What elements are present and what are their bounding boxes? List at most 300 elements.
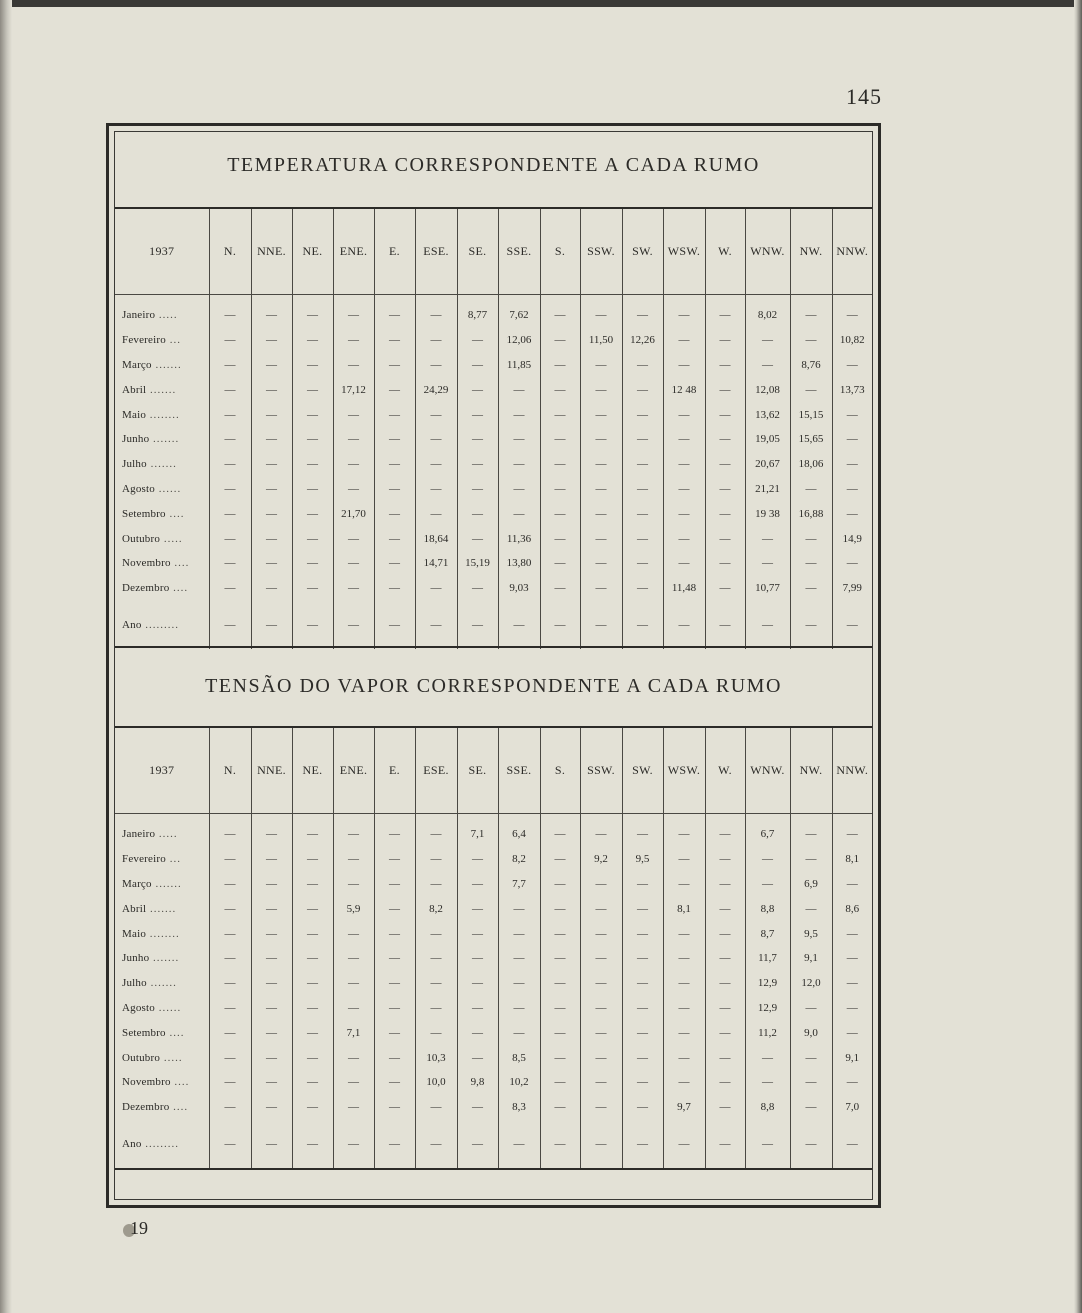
leader-dots: ....... [146, 383, 177, 396]
value-cell: — [622, 1045, 663, 1070]
value-cell: — [333, 601, 374, 649]
page-edge-shadow [1074, 0, 1082, 1313]
value-cell: — [374, 1070, 415, 1095]
value-cell: — [705, 576, 745, 601]
direction-header: WNW. [745, 209, 790, 295]
value-cell: — [209, 452, 251, 477]
value-cell: 8,5 [498, 1045, 540, 1070]
leader-dots: .... [169, 582, 189, 595]
value-cell: 18,64 [415, 526, 457, 551]
value-cell: — [622, 477, 663, 502]
spacer-cell [622, 814, 663, 823]
leader-dots: ......... [141, 1137, 180, 1150]
value-cell: — [374, 427, 415, 452]
value-cell: — [251, 1120, 292, 1168]
month-label: Outubro [122, 532, 161, 545]
table-frame-inner [114, 131, 873, 1200]
value-cell: 15,19 [457, 551, 498, 576]
spacer-cell [333, 295, 374, 304]
value-cell: 8,2 [498, 847, 540, 872]
value-cell: — [663, 452, 705, 477]
value-cell: 8,2 [415, 896, 457, 921]
table-row [115, 1095, 872, 1120]
value-cell: — [663, 328, 705, 353]
value-cell: — [292, 946, 333, 971]
month-cell [115, 303, 209, 328]
month-label: Junho [122, 433, 150, 446]
value-cell: — [374, 896, 415, 921]
value-cell: 11,50 [580, 328, 622, 353]
direction-header: WSW. [663, 728, 705, 814]
value-cell: 7,1 [333, 1020, 374, 1045]
value-cell: — [705, 526, 745, 551]
value-cell: — [663, 601, 705, 649]
month-label: Junho [122, 952, 150, 965]
value-cell: — [580, 377, 622, 402]
value-cell: — [333, 576, 374, 601]
value-cell: — [540, 402, 580, 427]
value-cell: — [374, 971, 415, 996]
value-cell: — [209, 303, 251, 328]
month-label: Março [122, 877, 152, 890]
value-cell: — [580, 996, 622, 1021]
value-cell: — [498, 921, 540, 946]
spacer-cell [457, 814, 498, 823]
value-cell: — [745, 601, 790, 649]
value-cell: — [663, 822, 705, 847]
value-cell: — [745, 1045, 790, 1070]
value-cell: — [498, 477, 540, 502]
month-cell [115, 921, 209, 946]
value-cell: — [209, 921, 251, 946]
value-cell: — [622, 1070, 663, 1095]
value-cell: 12,26 [622, 328, 663, 353]
value-cell: 12,08 [745, 377, 790, 402]
value-cell: — [540, 303, 580, 328]
month-cell [115, 1020, 209, 1045]
value-cell: 6,4 [498, 822, 540, 847]
value-cell: — [663, 872, 705, 897]
value-cell: — [846, 1001, 858, 1014]
table-row [115, 1120, 872, 1168]
spacer-cell [580, 295, 622, 304]
month-cell [115, 353, 209, 378]
direction-header: NNE. [251, 728, 292, 814]
value-cell: — [333, 477, 374, 502]
spacer-cell [663, 814, 705, 823]
value-cell: — [745, 1070, 790, 1095]
value-cell: 5,9 [333, 896, 374, 921]
value-cell: — [705, 551, 745, 576]
value-cell: — [705, 847, 745, 872]
month-label: Abril [122, 383, 147, 396]
month-label: Ano [122, 618, 142, 631]
bottom-rule [115, 1168, 872, 1170]
direction-header: NNW. [832, 209, 872, 295]
month-cell [115, 377, 209, 402]
table-row [115, 601, 872, 649]
value-cell: 12,06 [498, 328, 540, 353]
value-cell: — [705, 328, 745, 353]
direction-header: ENE. [333, 209, 374, 295]
value-cell: — [663, 353, 705, 378]
value-cell: — [846, 1076, 858, 1089]
value-cell: — [580, 303, 622, 328]
value-cell: 9,2 [580, 847, 622, 872]
spacer-cell [209, 814, 251, 823]
value-cell: — [498, 501, 540, 526]
value-cell: — [457, 402, 498, 427]
value-cell: 8,6 [845, 902, 860, 915]
value-cell: — [374, 576, 415, 601]
value-cell: — [333, 921, 374, 946]
value-cell: — [790, 822, 832, 847]
value-cell: — [663, 946, 705, 971]
value-cell: — [292, 576, 333, 601]
value-cell: — [251, 1045, 292, 1070]
value-cell: — [540, 377, 580, 402]
value-cell: — [663, 1020, 705, 1045]
direction-header: S. [540, 728, 580, 814]
value-cell: — [540, 896, 580, 921]
month-cell [115, 328, 209, 353]
value-cell: — [622, 353, 663, 378]
value-cell: — [705, 971, 745, 996]
spacer-cell [790, 295, 832, 304]
value-cell: — [415, 501, 457, 526]
value-cell: — [705, 501, 745, 526]
month-label: Abril [122, 902, 147, 915]
value-cell: — [540, 996, 580, 1021]
value-cell: — [251, 921, 292, 946]
value-cell: — [415, 477, 457, 502]
value-cell: — [209, 501, 251, 526]
month-cell [115, 946, 209, 971]
direction-header: NW. [790, 728, 832, 814]
spacer-cell [415, 295, 457, 304]
leader-dots: ....... [146, 902, 177, 915]
direction-header: SW. [622, 728, 663, 814]
value-cell: — [745, 847, 790, 872]
value-cell: — [457, 353, 498, 378]
leader-dots: ..... [155, 309, 178, 322]
month-cell [115, 872, 209, 897]
month-label: Fevereiro [122, 334, 166, 347]
value-cell: — [292, 847, 333, 872]
value-cell: — [457, 576, 498, 601]
direction-header: S. [540, 209, 580, 295]
spacer-cell [251, 814, 292, 823]
value-cell: — [333, 427, 374, 452]
value-cell: — [251, 1095, 292, 1120]
value-cell: 8,77 [457, 303, 498, 328]
direction-header: NE. [292, 728, 333, 814]
value-cell: — [251, 576, 292, 601]
value-cell: — [846, 507, 858, 520]
table-row [115, 377, 872, 402]
value-cell: — [705, 921, 745, 946]
spacer-cell [622, 295, 663, 304]
value-cell: — [663, 303, 705, 328]
section-divider [115, 646, 872, 648]
value-cell: 12,0 [790, 971, 832, 996]
value-cell: — [580, 946, 622, 971]
month-cell [115, 971, 209, 996]
table-frame [106, 123, 881, 1208]
value-cell: — [540, 452, 580, 477]
value-cell: 21,21 [745, 477, 790, 502]
leader-dots: ..... [160, 1051, 183, 1064]
value-cell: — [415, 427, 457, 452]
value-cell: — [209, 822, 251, 847]
value-cell: — [705, 872, 745, 897]
value-cell: 8,1 [663, 896, 705, 921]
value-cell: — [745, 872, 790, 897]
table-row [115, 872, 872, 897]
leader-dots: ... [165, 853, 181, 866]
value-cell: — [457, 996, 498, 1021]
value-cell: — [846, 828, 858, 841]
value-cell: — [333, 402, 374, 427]
value-cell: 7,62 [498, 303, 540, 328]
value-cell: — [622, 501, 663, 526]
value-cell: — [540, 501, 580, 526]
value-cell: — [457, 921, 498, 946]
value-cell: — [292, 1020, 333, 1045]
value-cell: — [580, 353, 622, 378]
table-row [115, 452, 872, 477]
value-cell: — [580, 872, 622, 897]
value-cell: 9,03 [498, 576, 540, 601]
month-label: Agosto [122, 482, 155, 495]
value-cell: — [498, 946, 540, 971]
signature-mark: 19 [130, 1218, 148, 1238]
value-cell: — [790, 526, 832, 551]
month-label: Fevereiro [122, 853, 166, 866]
value-cell: — [580, 1020, 622, 1045]
month-label: Julho [122, 458, 147, 471]
temperature-table-title: TEMPERATURA CORRESPONDENTE A CADA RUMO [227, 154, 760, 176]
value-cell: — [292, 1045, 333, 1070]
value-cell: — [580, 601, 622, 649]
month-label: Dezembro [122, 1101, 170, 1114]
value-cell: — [209, 847, 251, 872]
value-cell: — [457, 896, 498, 921]
spacer-cell [115, 295, 209, 304]
value-cell: — [622, 996, 663, 1021]
value-cell: — [580, 427, 622, 452]
value-cell: — [415, 353, 457, 378]
value-cell: — [580, 1120, 622, 1168]
month-label: Janeiro [122, 828, 156, 841]
table-row [115, 551, 872, 576]
value-cell: 6,7 [745, 822, 790, 847]
value-cell: — [415, 971, 457, 996]
value-cell: 10,3 [415, 1045, 457, 1070]
value-cell: — [705, 1045, 745, 1070]
table-row [115, 1045, 872, 1070]
value-cell: — [209, 971, 251, 996]
value-cell: — [333, 822, 374, 847]
value-cell: — [292, 896, 333, 921]
value-cell: — [457, 501, 498, 526]
month-label: Janeiro [122, 309, 156, 322]
value-cell: — [790, 328, 832, 353]
value-cell: — [374, 1120, 415, 1168]
value-cell: — [415, 996, 457, 1021]
value-cell: — [292, 1070, 333, 1095]
value-cell: — [457, 601, 498, 649]
leader-dots: ........ [146, 408, 180, 421]
value-cell: — [540, 576, 580, 601]
month-cell [115, 996, 209, 1021]
value-cell: — [209, 477, 251, 502]
value-cell: 12,9 [745, 971, 790, 996]
value-cell: — [540, 427, 580, 452]
value-cell: 10,77 [745, 576, 790, 601]
value-cell: — [846, 433, 858, 446]
value-cell: — [498, 452, 540, 477]
value-cell: — [415, 452, 457, 477]
table-row [115, 353, 872, 378]
value-cell: — [846, 557, 858, 570]
value-cell: — [622, 1120, 663, 1168]
direction-header: NNE. [251, 209, 292, 295]
value-cell: 13,80 [498, 551, 540, 576]
table-row [115, 1020, 872, 1045]
value-cell: — [209, 1045, 251, 1070]
value-cell: — [622, 576, 663, 601]
value-cell: — [663, 996, 705, 1021]
table-row [115, 971, 872, 996]
value-cell: — [292, 328, 333, 353]
spacer-cell [790, 814, 832, 823]
value-cell: — [209, 872, 251, 897]
value-cell: — [663, 477, 705, 502]
value-cell: 17,12 [333, 377, 374, 402]
leader-dots: ......... [141, 618, 180, 631]
value-cell: 9,8 [457, 1070, 498, 1095]
value-cell: — [622, 551, 663, 576]
table-row [115, 526, 872, 551]
month-cell [115, 402, 209, 427]
month-cell [115, 576, 209, 601]
value-cell: — [540, 1070, 580, 1095]
month-cell [115, 477, 209, 502]
value-cell: — [333, 303, 374, 328]
spacer-cell [115, 814, 209, 823]
value-cell: — [540, 971, 580, 996]
value-cell: — [498, 377, 540, 402]
value-cell: — [705, 601, 745, 649]
spacer-cell [832, 814, 872, 823]
value-cell: 7,99 [842, 582, 862, 595]
value-cell: — [251, 377, 292, 402]
value-cell: — [209, 377, 251, 402]
year-header: 1937 [115, 209, 209, 295]
value-cell: — [663, 1045, 705, 1070]
value-cell: 10,2 [498, 1070, 540, 1095]
value-cell: — [790, 1070, 832, 1095]
table-row [115, 328, 872, 353]
spacer-cell [832, 295, 872, 304]
month-cell [115, 896, 209, 921]
direction-header: SSE. [498, 728, 540, 814]
direction-header: WSW. [663, 209, 705, 295]
header-row [115, 209, 872, 295]
value-cell: — [292, 601, 333, 649]
value-cell: — [790, 1045, 832, 1070]
value-cell: — [374, 477, 415, 502]
spacer-cell [663, 295, 705, 304]
value-cell: — [457, 1120, 498, 1168]
value-cell: — [374, 1045, 415, 1070]
table-row [115, 427, 872, 452]
leader-dots: ... [165, 334, 181, 347]
direction-header: NE. [292, 209, 333, 295]
value-cell: — [209, 996, 251, 1021]
month-cell [115, 526, 209, 551]
table-row [115, 946, 872, 971]
value-cell: — [374, 601, 415, 649]
value-cell: — [498, 1020, 540, 1045]
value-cell: — [580, 1045, 622, 1070]
value-cell: — [622, 946, 663, 971]
value-cell: — [333, 452, 374, 477]
spacer-cell [540, 295, 580, 304]
value-cell: — [498, 996, 540, 1021]
value-cell: — [790, 601, 832, 649]
value-cell: — [209, 551, 251, 576]
spacer-cell [457, 295, 498, 304]
value-cell: — [705, 452, 745, 477]
value-cell: — [540, 526, 580, 551]
value-cell: — [457, 377, 498, 402]
page-number: 145 [846, 84, 882, 109]
value-cell: — [251, 477, 292, 502]
value-cell: 15,65 [790, 427, 832, 452]
value-cell: 9,5 [790, 921, 832, 946]
month-label: Março [122, 358, 152, 371]
value-cell: — [705, 1095, 745, 1120]
value-cell: — [540, 1120, 580, 1168]
month-cell [115, 601, 209, 649]
spacer-cell [374, 814, 415, 823]
value-cell: — [415, 872, 457, 897]
value-cell: — [415, 946, 457, 971]
table-row [115, 822, 872, 847]
value-cell: — [540, 921, 580, 946]
value-cell: — [580, 501, 622, 526]
value-cell: 11,48 [663, 576, 705, 601]
value-cell: — [415, 822, 457, 847]
value-cell: — [415, 303, 457, 328]
value-cell: — [292, 452, 333, 477]
value-cell: — [374, 501, 415, 526]
value-cell: — [457, 328, 498, 353]
direction-header: ENE. [333, 728, 374, 814]
value-cell: — [209, 946, 251, 971]
month-cell [115, 847, 209, 872]
leader-dots: ....... [151, 877, 182, 890]
value-cell: 8,7 [745, 921, 790, 946]
month-cell [115, 1120, 209, 1168]
value-cell: — [415, 921, 457, 946]
leader-dots: ...... [154, 1001, 182, 1014]
table-row [115, 1070, 872, 1095]
value-cell: — [580, 896, 622, 921]
value-cell: — [415, 576, 457, 601]
